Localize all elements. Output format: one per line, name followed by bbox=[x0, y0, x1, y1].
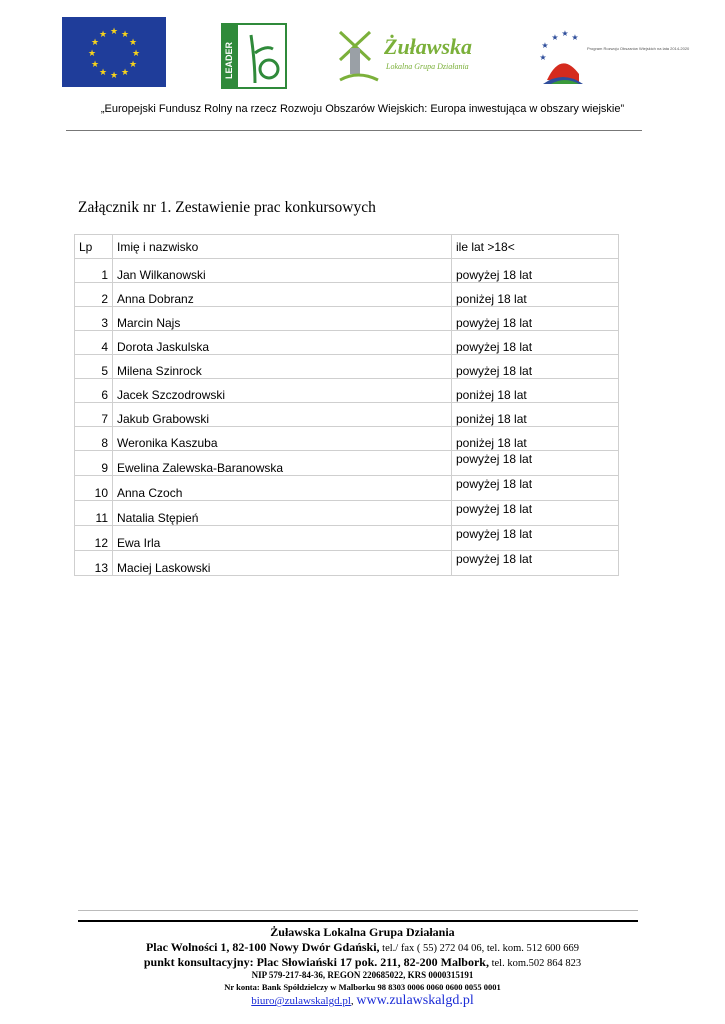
svg-text:★: ★ bbox=[109, 27, 119, 37]
table-row bbox=[75, 379, 619, 403]
row-lp: 11 bbox=[75, 501, 113, 526]
table-row bbox=[75, 283, 619, 307]
footer-address-main: Plac Wolności 1, 82-100 Nowy Dwór Gdański, bbox=[145, 940, 380, 954]
table-row bbox=[75, 307, 619, 331]
row-lp: 12 bbox=[75, 526, 113, 551]
row-age: poniżej 18 lat bbox=[452, 283, 619, 307]
row-name: Milena Szinrock bbox=[113, 355, 452, 379]
table-row bbox=[75, 427, 619, 451]
row-age: powyżej 18 lat bbox=[452, 476, 619, 501]
row-name: Marcin Najs bbox=[113, 307, 452, 331]
svg-text:★: ★ bbox=[109, 71, 119, 81]
footer-bank: Nr konta: Bank Spółdzielczy w Malborku 98 8303 0006 0060 0600 0055 0001 bbox=[224, 981, 501, 992]
row-lp: 4 bbox=[75, 331, 113, 355]
row-age: powyżej 18 lat bbox=[452, 331, 619, 355]
logo-bar bbox=[0, 0, 725, 100]
svg-text:★: ★ bbox=[539, 53, 547, 62]
header-divider bbox=[66, 130, 642, 131]
row-name: Maciej Laskowski bbox=[113, 551, 452, 576]
table-row bbox=[75, 451, 619, 476]
column-header-name: Imię i nazwisko bbox=[113, 235, 452, 259]
svg-text:★: ★ bbox=[571, 33, 579, 42]
row-lp: 7 bbox=[75, 403, 113, 427]
row-age: powyżej 18 lat bbox=[452, 501, 619, 526]
row-lp: 9 bbox=[75, 451, 113, 476]
row-name: Anna Dobranz bbox=[113, 283, 452, 307]
footer-address bbox=[0, 940, 725, 955]
svg-text:★: ★ bbox=[90, 38, 100, 48]
svg-text:★: ★ bbox=[551, 33, 559, 42]
row-lp: 5 bbox=[75, 355, 113, 379]
footer-ids: NIP 579-217-84-36, REGON 220685022, KRS 0000315191 bbox=[251, 970, 474, 981]
svg-text:★: ★ bbox=[90, 60, 100, 70]
row-lp: 6 bbox=[75, 379, 113, 403]
footer-contact bbox=[0, 992, 725, 1010]
table-row bbox=[75, 403, 619, 427]
table-row bbox=[75, 501, 619, 526]
row-name: Ewa Irla bbox=[113, 526, 452, 551]
row-name: Jan Wilkanowski bbox=[113, 259, 452, 283]
svg-text:★: ★ bbox=[120, 68, 130, 78]
row-age: powyżej 18 lat bbox=[452, 551, 619, 576]
svg-text:★: ★ bbox=[128, 38, 138, 48]
row-age: powyżej 18 lat bbox=[452, 451, 619, 476]
svg-text:★: ★ bbox=[128, 60, 138, 70]
row-name: Jacek Szczodrowski bbox=[113, 379, 452, 403]
row-lp: 10 bbox=[75, 476, 113, 501]
table-row bbox=[75, 526, 619, 551]
row-lp: 3 bbox=[75, 307, 113, 331]
footer-consult-main: punkt konsultacyjny: Plac Słowiański 17 pok. 211, 82-200 Malbork, bbox=[143, 955, 489, 970]
footer-separator: , bbox=[350, 995, 357, 1008]
row-lp: 2 bbox=[75, 283, 113, 307]
row-name: Ewelina Zalewska-Baranowska bbox=[113, 451, 452, 476]
row-name: Weronika Kaszuba bbox=[113, 427, 452, 451]
entries-table bbox=[74, 234, 619, 576]
zulawska-logo-title: Żuławska bbox=[384, 34, 473, 59]
row-age: powyżej 18 lat bbox=[452, 526, 619, 551]
footer-consult bbox=[0, 955, 725, 970]
row-age: poniżej 18 lat bbox=[452, 427, 619, 451]
svg-text:★: ★ bbox=[120, 30, 130, 40]
leader-logo bbox=[221, 23, 287, 89]
prow-logo bbox=[535, 29, 690, 90]
svg-text:★: ★ bbox=[98, 30, 108, 40]
row-name: Dorota Jaskulska bbox=[113, 331, 452, 355]
footer-consult-phone: tel. kom.502 864 823 bbox=[488, 958, 582, 970]
row-lp: 1 bbox=[75, 259, 113, 283]
zulawska-lgd-logo bbox=[338, 24, 498, 88]
footer-email-link[interactable]: biuro@zulawskalgd.pl bbox=[251, 995, 351, 1008]
footer-divider-thin bbox=[78, 910, 638, 911]
row-age: powyżej 18 lat bbox=[452, 355, 619, 379]
svg-text:★: ★ bbox=[541, 41, 549, 50]
column-header-age: ile lat >18< bbox=[452, 235, 619, 259]
footer-website[interactable]: www.zulawskalgd.pl bbox=[356, 993, 474, 1009]
table-body bbox=[75, 259, 619, 576]
footer-divider bbox=[78, 920, 638, 922]
table-row bbox=[75, 476, 619, 501]
table-row bbox=[75, 551, 619, 576]
svg-text:★: ★ bbox=[98, 68, 108, 78]
row-age: powyżej 18 lat bbox=[452, 307, 619, 331]
footer-address-phone: tel./ fax ( 55) 272 04 06, tel. kom. 512 600 669 bbox=[379, 943, 580, 954]
column-header-lp: Lp bbox=[75, 235, 113, 259]
zulawska-logo-subtitle: Lokalna Grupa Działania bbox=[386, 62, 469, 71]
row-name: Jakub Grabowski bbox=[113, 403, 452, 427]
fund-statement: „Europejski Fundusz Rolny na rzecz Rozwoju Obszarów Wiejskich: Europa inwestująca w obszary wiejskie” bbox=[100, 103, 625, 115]
prow-logo-text: Program Rozwoju Obszarów Wiejskich na lata 2014-2020 bbox=[587, 46, 690, 51]
table-header-row bbox=[75, 235, 619, 259]
document-title: Załącznik nr 1. Zestawienie prac konkursowych bbox=[78, 199, 376, 216]
row-name: Natalia Stępień bbox=[113, 501, 452, 526]
row-name: Anna Czoch bbox=[113, 476, 452, 501]
table-row bbox=[75, 331, 619, 355]
table-row bbox=[75, 259, 619, 283]
row-lp: 8 bbox=[75, 427, 113, 451]
eu-flag-logo bbox=[62, 17, 166, 87]
row-age: powyżej 18 lat bbox=[452, 259, 619, 283]
svg-text:★: ★ bbox=[561, 29, 569, 38]
footer-org-name: Żuławska Lokalna Grupa Działania bbox=[270, 925, 455, 939]
leader-logo-text: LEADER bbox=[224, 41, 234, 79]
row-age: poniżej 18 lat bbox=[452, 379, 619, 403]
row-lp: 13 bbox=[75, 551, 113, 576]
svg-text:★: ★ bbox=[87, 49, 97, 59]
svg-text:★: ★ bbox=[131, 49, 141, 59]
table-row bbox=[75, 355, 619, 379]
row-age: poniżej 18 lat bbox=[452, 403, 619, 427]
footer bbox=[0, 925, 725, 1010]
